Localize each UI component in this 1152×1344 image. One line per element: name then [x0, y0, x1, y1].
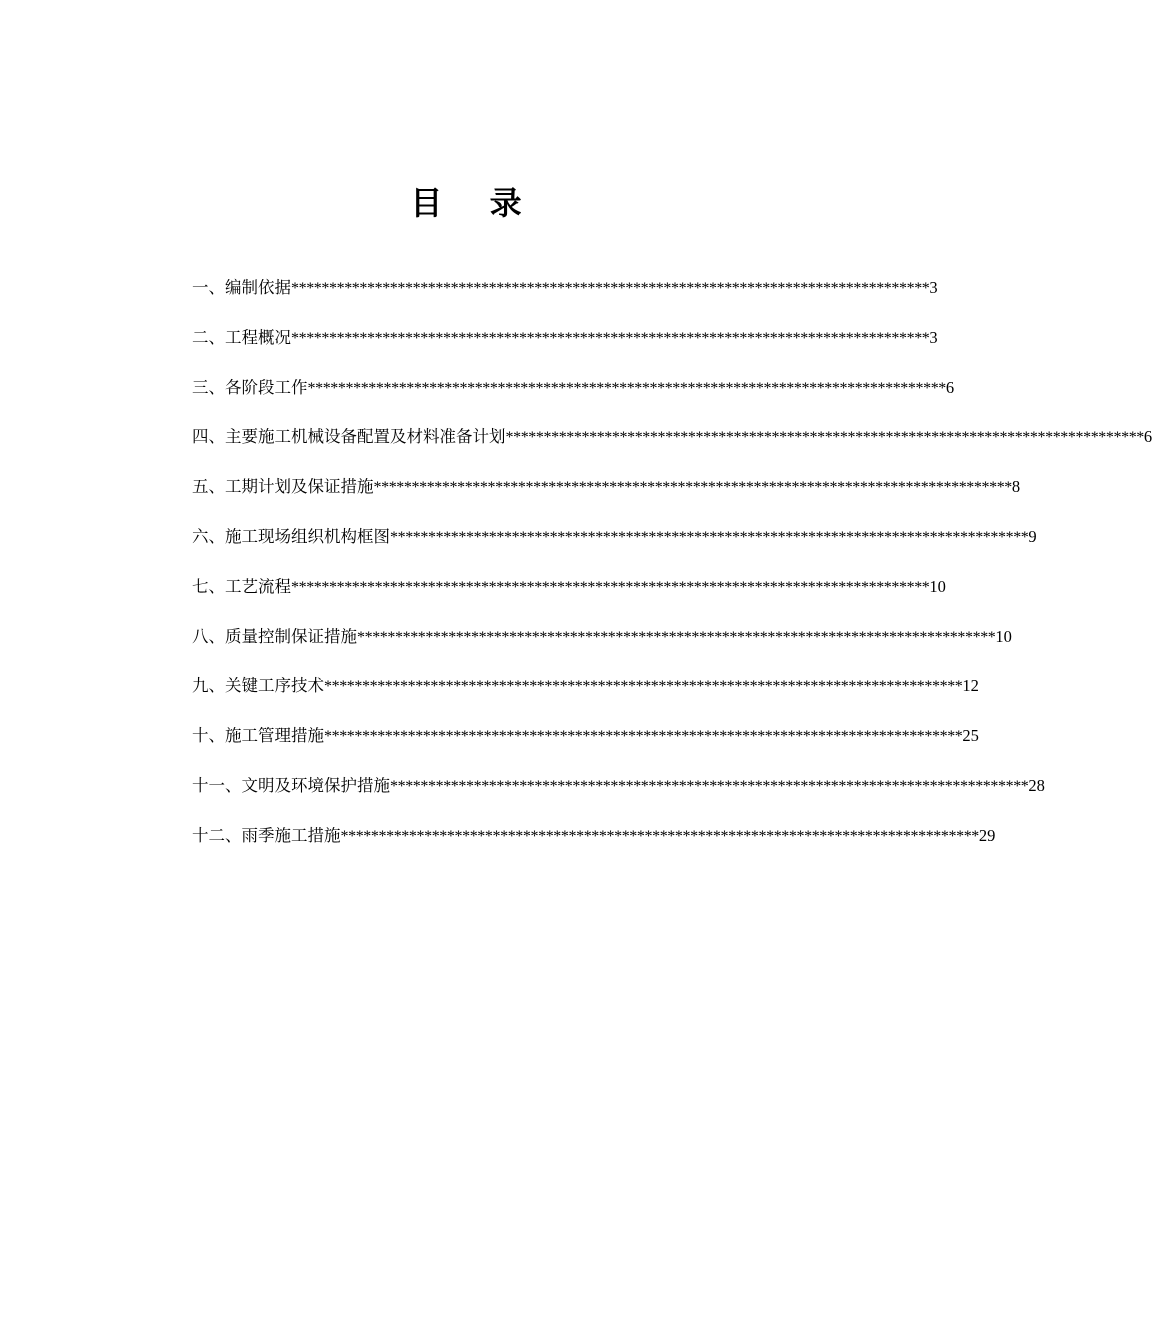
toc-entry[interactable]: [192, 816, 996, 866]
toc-entry-leader: ************************************************************************************: [373, 479, 1012, 497]
toc-entry-leader: ************************************************************************************: [291, 280, 930, 297]
toc-entry[interactable]: [192, 716, 979, 766]
toc-entry-page-number: 6: [1143, 427, 1152, 447]
toc-entry-page-number: 25: [962, 726, 979, 746]
toc-entry-label: 七、工艺流程: [192, 576, 291, 596]
toc-entry-page-number: 8: [1011, 477, 1021, 497]
toc-entry[interactable]: [192, 368, 955, 418]
toc-entry-label: 三、各阶段工作: [192, 377, 308, 397]
toc-entry-leader: ************************************************************************************: [505, 429, 1144, 447]
toc-entry-label: 四、主要施工机械设备配置及材料准备计划: [192, 427, 506, 447]
toc-entry-leader: ************************************************************************************: [357, 628, 996, 646]
toc-entry-leader: ************************************************************************************: [324, 678, 963, 696]
toc-entry[interactable]: [192, 417, 1152, 467]
toc-entry-label: 十一、文明及环境保护措施: [192, 775, 390, 795]
toc-entry-label: 十、施工管理措施: [192, 726, 324, 746]
toc-entry[interactable]: [192, 318, 938, 368]
page-title: 目 录: [410, 184, 540, 222]
toc-entry-page-number: 28: [1028, 775, 1045, 795]
toc-entry-label: 十二、雨季施工措施: [192, 825, 341, 845]
toc-entry-label: 九、关键工序技术: [192, 676, 324, 696]
toc-entry-label: 一、编制依据: [192, 278, 291, 297]
toc-entry-page-number: 9: [1028, 526, 1037, 546]
toc-entry[interactable]: [192, 517, 1037, 567]
toc-entry-label: 六、施工现场组织机构框图: [192, 526, 390, 546]
table-of-contents: [192, 268, 1152, 866]
toc-entry-page-number: 3: [929, 278, 938, 297]
toc-entry-page-number: 10: [995, 626, 1012, 646]
toc-entry-label: 二、工程概况: [192, 327, 291, 347]
toc-entry[interactable]: [192, 268, 938, 318]
toc-entry-label: 五、工期计划及保证措施: [192, 477, 374, 497]
toc-entry[interactable]: [192, 617, 1012, 667]
toc-entry-leader: ************************************************************************************: [390, 528, 1029, 546]
toc-entry-label: 八、质量控制保证措施: [192, 626, 357, 646]
toc-entry-leader: ************************************************************************************: [307, 379, 946, 397]
toc-entry[interactable]: [192, 467, 1021, 517]
toc-entry-leader: ************************************************************************************: [291, 329, 930, 347]
toc-entry-page-number: 6: [945, 377, 955, 397]
toc-entry-leader: ************************************************************************************: [324, 728, 963, 746]
toc-entry-leader: ************************************************************************************: [390, 777, 1029, 795]
toc-entry-page-number: 10: [929, 576, 946, 596]
toc-entry-page-number: 12: [962, 676, 979, 696]
toc-entry[interactable]: [192, 666, 979, 716]
toc-entry[interactable]: [192, 766, 1045, 816]
toc-entry-leader: ************************************************************************************: [340, 827, 979, 845]
toc-entry-leader: ************************************************************************************: [291, 578, 930, 596]
toc-entry-page-number: 3: [929, 327, 938, 347]
toc-entry[interactable]: [192, 567, 946, 617]
toc-entry-page-number: 29: [978, 825, 996, 845]
